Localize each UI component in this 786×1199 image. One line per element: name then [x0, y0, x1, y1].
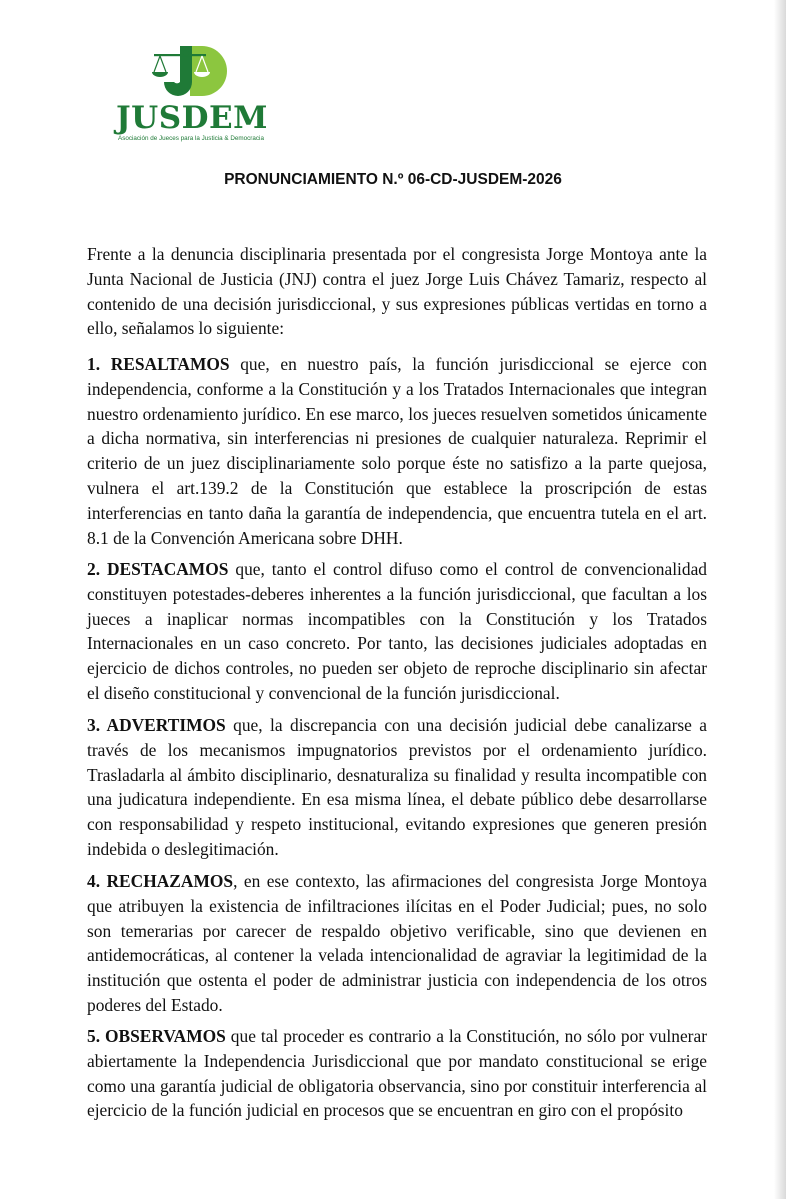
- page-edge-shadow: [774, 0, 786, 1199]
- scales-of-justice-icon: [150, 44, 230, 98]
- point-3-lead: 3. ADVERTIMOS: [87, 715, 226, 735]
- logo-tagline: Asociación de Jueces para la Justicia & Democracia: [118, 135, 264, 142]
- point-4-text: , en ese contexto, las afirmaciones del congresista Jorge Montoya que atribuyen la existencia de infiltraciones ilícitas en el Poder Judicial; pues, no solo son temerarias por carecer de respaldo objetivo verificable, sino que devienen en antidemocráticas, al contener la velada intencionalidad de agraviar la legitimidad de la institución que ostenta el poder de administrar justicia con independencia de los otros poderes del Estado.: [87, 871, 707, 1015]
- point-2-text: que, tanto el control difuso como el control de convencionalidad constituyen potestades-deberes inherentes a la función jurisdiccional, que facultan a los jueces a inaplicar normas incompatibles con la Constitución y los Tratados Internacionales en un caso concreto. Por tanto, las decisiones judiciales adoptadas en ejercicio de dichos controles, no pueden ser objeto de reproche disciplinario sin afectar el diseño constitucional y convencional de la función jurisdiccional.: [87, 559, 707, 703]
- point-1-paragraph: [87, 352, 707, 550]
- logo-name: JUSDEM: [116, 100, 268, 136]
- jusdem-logo: [116, 44, 268, 148]
- point-2-paragraph: [87, 557, 707, 706]
- point-5-text: que tal proceder es contrario a la Constitución, no sólo por vulnerar abiertamente la Independencia Jurisdiccional que por mandato constitucional se erige como una garantía judicial de obligatoria observancia, sino por constituir interferencia al ejercicio de la función judicial en procesos que se encuentran en giro con el propósito: [87, 1026, 707, 1121]
- point-3-paragraph: [87, 713, 707, 862]
- point-5-lead: 5. OBSERVAMOS: [87, 1026, 226, 1046]
- point-4-lead: 4. RECHAZAMOS: [87, 871, 234, 891]
- point-2-lead: 2. DESTACAMOS: [87, 559, 229, 579]
- point-5-paragraph: [87, 1024, 707, 1123]
- point-3-text: que, la discrepancia con una decisión judicial debe canalizarse a través de los mecanismos impugnatorios previstos por el ordenamiento jurídico. Trasladarla al ámbito disciplinario, desnaturaliza su finalidad y resulta incompatible con una judicatura independiente. En esa misma línea, el debate público debe desarrollarse con responsabilidad y respeto institucional, evitando expresiones que generen presión indebida o deslegitimación.: [87, 715, 707, 859]
- intro-paragraph: Frente a la denuncia disciplinaria presentada por el congresista Jorge Montoya ante la Junta Nacional de Justicia (JNJ) contra el juez Jorge Luis Chávez Tamariz, respecto al contenido de una decisión jurisdiccional, y sus expresiones públicas vertidas en torno a ello, señalamos lo siguiente:: [87, 244, 707, 339]
- point-4-paragraph: [87, 869, 707, 1018]
- document-title: PRONUNCIAMIENTO N.º 06-CD-JUSDEM-2026: [224, 171, 562, 188]
- point-1-lead: 1. RESALTAMOS: [87, 354, 230, 374]
- point-1-text: que, en nuestro país, la función jurisdiccional se ejerce con independencia, conforme a la Constitución y a los Tratados Internacionales que integran nuestro ordenamiento jurídico. En ese marco, los jueces resuelven sometidos únicamente a dicha normativa, sin interferencias ni presiones de cualquier naturaleza. Reprimir el criterio de un juez disciplinariamente solo porque éste no satisfizo a la parte quejosa, vulnera el art.139.2 de la Constitución que establece la proscripción de estas interferencias en tanto daña la garantía de independencia, que encuentra tutela en el art. 8.1 de la Convención Americana sobre DHH.: [87, 354, 708, 548]
